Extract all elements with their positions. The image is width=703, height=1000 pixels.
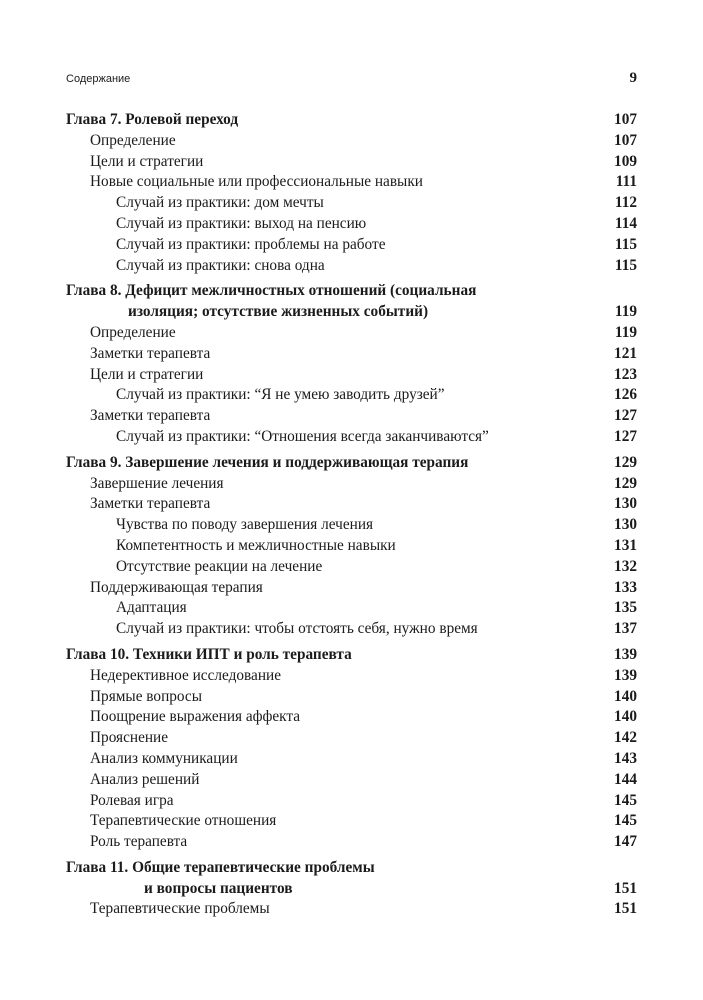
entry-page: 142: [614, 729, 637, 747]
chapter-9-heading: [66, 453, 637, 474]
entry-label: Терапевтические отношения: [90, 812, 277, 830]
entry-page: 119: [614, 323, 637, 341]
chapter-title: Глава 7. Ролевой переход: [66, 111, 239, 128]
entry-page: 132: [614, 557, 637, 575]
entry-page: 140: [614, 687, 637, 705]
toc-entry: [66, 474, 637, 495]
entry-page: 143: [614, 749, 637, 767]
toc-entry: [66, 770, 637, 791]
chapter-page: 151: [614, 879, 637, 897]
toc-entry: [66, 578, 637, 599]
chapter-11-heading-line2: [66, 879, 637, 900]
chapter-page: 119: [614, 303, 637, 321]
entry-label: Поддерживающая терапия: [90, 578, 263, 596]
entry-label: Ролевая игра: [90, 791, 174, 809]
entry-page: 151: [614, 900, 637, 918]
entry-label: Заметки терапевта: [90, 407, 211, 425]
toc-subentry: [66, 619, 637, 640]
entry-label: Случай из практики: чтобы отстоять себя, нужно время: [116, 620, 478, 638]
entry-page: 131: [614, 536, 637, 554]
entry-label: Случай из практики: “Я не умею заводить друзей”: [116, 386, 445, 404]
entry-page: 130: [614, 495, 637, 513]
entry-page: 115: [614, 256, 637, 274]
entry-label: Анализ решений: [90, 770, 200, 788]
toc-subentry: [66, 193, 637, 214]
toc-entry: [66, 172, 637, 193]
entry-page: 109: [614, 152, 637, 170]
toc-entry: [66, 707, 637, 728]
chapter-7-heading: [66, 110, 637, 131]
toc-subentry: [66, 427, 637, 448]
chapter-page: 139: [614, 645, 637, 663]
entry-page: 144: [614, 770, 637, 788]
entry-label: Случай из практики: выход на пенсию: [116, 214, 367, 232]
toc-subentry: [66, 598, 637, 619]
toc-entry: [66, 728, 637, 749]
table-of-contents: [66, 110, 637, 925]
entry-page: 127: [614, 407, 637, 425]
entry-label: Случай из практики: “Отношения всегда заканчиваются”: [116, 427, 489, 445]
entry-label: Случай из практики: дом мечты: [116, 194, 324, 212]
entry-label: Прояснение: [90, 729, 169, 747]
entry-label: Чувства по поводу завершения лечения: [116, 516, 374, 534]
toc-subentry: [66, 214, 637, 235]
entry-page: 115: [614, 235, 637, 253]
entry-label: Цели и стратегии: [90, 365, 204, 383]
entry-label: Случай из практики: проблемы на работе: [116, 235, 386, 253]
entry-page: 147: [614, 833, 637, 851]
entry-label: Недерективное исследование: [90, 666, 281, 684]
toc-entry: [66, 365, 637, 386]
chapter-8-heading-line1: Глава 8. Дефицит межличностных отношений (социальная: [66, 282, 477, 300]
page-number: 9: [629, 70, 637, 86]
entry-label: Анализ коммуникации: [90, 749, 238, 767]
entry-label: Компетентность и межличностные навыки: [116, 536, 396, 554]
entry-page: 114: [614, 214, 637, 232]
entry-page: 121: [614, 344, 637, 362]
chapter-title-cont: изоляция; отсутствие жизненных событий): [128, 303, 429, 321]
toc-subentry: [66, 557, 637, 578]
entry-page: 107: [614, 131, 637, 149]
entry-page: 126: [614, 386, 637, 404]
toc-entry: [66, 811, 637, 832]
entry-page: 139: [614, 666, 637, 684]
entry-label: Терапевтические проблемы: [90, 900, 270, 918]
toc-entry: [66, 344, 637, 365]
toc-entry: [66, 494, 637, 515]
entry-page: 145: [614, 791, 637, 809]
chapter-10-section: [66, 645, 637, 853]
entry-page: 145: [614, 812, 637, 830]
chapter-title: Глава 9. Завершение лечения и поддерживающая терапия: [66, 453, 469, 471]
running-head-title: Содержание: [66, 73, 131, 85]
toc-entry: [66, 832, 637, 853]
chapter-page: 107: [614, 111, 637, 128]
entry-label: Отсутствие реакции на лечение: [116, 557, 323, 575]
chapter-title-cont: и вопросы пациентов: [144, 879, 293, 897]
entry-label: Роль терапевта: [90, 833, 188, 851]
entry-label: Заметки терапевта: [90, 495, 211, 513]
toc-subentry: [66, 256, 637, 277]
entry-label: Заметки терапевта: [90, 344, 211, 362]
chapter-8-heading-line2: [66, 302, 637, 323]
entry-label: Определение: [90, 323, 176, 341]
entry-label: Прямые вопросы: [90, 687, 203, 705]
entry-label: Адаптация: [116, 599, 187, 617]
chapter-9-section: [66, 453, 637, 640]
entry-page: 130: [614, 516, 637, 534]
chapter-title: Глава 10. Техники ИПТ и роль терапевта: [66, 645, 352, 663]
entry-label: Определение: [90, 131, 176, 149]
entry-label: Цели и стратегии: [90, 152, 204, 170]
chapter-11-section: [66, 858, 637, 920]
entry-page: 112: [614, 194, 637, 212]
toc-subentry: [66, 235, 637, 256]
toc-entry: [66, 152, 637, 173]
toc-entry: [66, 899, 637, 920]
entry-page: 133: [614, 578, 637, 596]
entry-page: 111: [615, 173, 637, 191]
entry-label: Случай из практики: снова одна: [116, 256, 325, 274]
chapter-10-heading: [66, 645, 637, 666]
entry-page: 135: [614, 599, 637, 617]
toc-entry: [66, 749, 637, 770]
toc-entry: [66, 687, 637, 708]
entry-page: 127: [614, 427, 637, 445]
entry-label: Завершение лечения: [90, 474, 224, 492]
entry-page: 123: [614, 365, 637, 383]
running-head: [66, 70, 637, 87]
chapter-11-heading-line1: Глава 11. Общие терапевтические проблемы: [66, 858, 375, 876]
toc-entry: [66, 791, 637, 812]
chapter-page: 129: [614, 453, 637, 471]
entry-label: Новые социальные или профессиональные навыки: [90, 173, 423, 191]
entry-page: 129: [614, 474, 637, 492]
toc-subentry: [66, 385, 637, 406]
toc-entry: [66, 406, 637, 427]
chapter-7-section: [66, 110, 637, 276]
toc-subentry: [66, 536, 637, 557]
toc-entry: [66, 666, 637, 687]
toc-entry: [66, 323, 637, 344]
toc-subentry: [66, 515, 637, 536]
chapter-8-section: [66, 281, 637, 447]
entry-label: Поощрение выражения аффекта: [90, 708, 301, 726]
entry-page: 140: [614, 708, 637, 726]
entry-page: 137: [614, 620, 637, 638]
toc-entry: [66, 131, 637, 152]
